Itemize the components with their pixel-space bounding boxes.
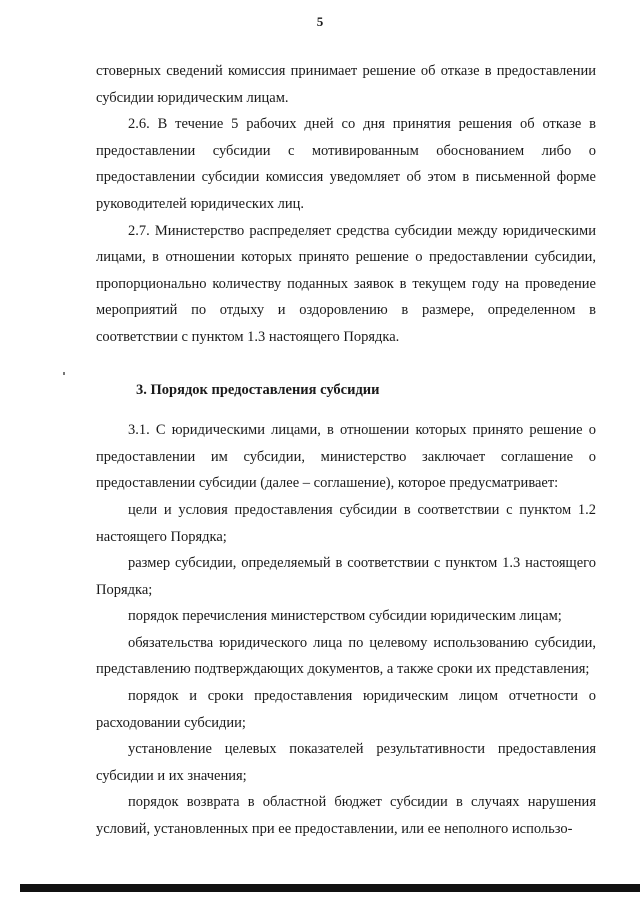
paragraph-2-7: 2.7. Министерство распределяет средства субсидии между юридическими лицами, в отношении которых принято решение о предоставлении субсидии, пропорционально количеству поданных заявок в текущем году на проведение мероприятий по отдыху и оздоровлению в размере, определенном в соответствии с пунктом 1.3 настоящего Порядка. bbox=[96, 222, 596, 345]
list-item-obligations: обязательства юридического лица по целевому использованию субсидии, представлению подтверждающих документов, а также сроки их представления; bbox=[96, 634, 596, 678]
page-number: 5 bbox=[316, 14, 324, 29]
list-item-transfer: порядок перечисления министерством субсидии юридическим лицам; bbox=[128, 608, 562, 625]
section-heading: 3. Порядок предоставления субсидии bbox=[136, 381, 380, 398]
paragraph-3-1: 3.1. С юридическими лицами, в отношении которых принято решение о предоставлении им субсидии, министерство заключает соглашение о предоставлении субсидии (далее – соглашение), которое предусматривает: bbox=[96, 422, 596, 492]
margin-mark bbox=[63, 372, 65, 375]
bottom-scan-edge bbox=[20, 884, 640, 892]
document-body bbox=[96, 58, 596, 843]
list-item-targets: установление целевых показателей результативности предоставления субсидии и их значения; bbox=[96, 741, 596, 784]
list-item-refund: порядок возврата в областной бюджет субсидии в случаях нарушения условий, установленных при ее предоставлении, или ее неполного использо- bbox=[96, 794, 596, 838]
list-item-reporting: порядок и сроки предоставления юридическим лицом отчетности о расходовании субсидии; bbox=[96, 688, 596, 731]
list-item-goals: цели и условия предоставления субсидии в соответствии с пунктом 1.2 настоящего Порядка; bbox=[96, 501, 596, 545]
paragraph-2-6: 2.6. В течение 5 рабочих дней со дня принятия решения об отказе в предоставлении субсидии с мотивированным обоснованием либо о предоставлении субсидии комиссия уведомляет об этом в письменной форме руководителей юридических лиц. bbox=[96, 116, 596, 212]
paragraph-continuation: стоверных сведений комиссия принимает решение об отказе в предоставлении субсидии юридическим лицам. bbox=[96, 63, 596, 106]
list-item-amount: размер субсидии, определяемый в соответствии с пунктом 1.3 настоящего Порядка; bbox=[96, 555, 596, 598]
